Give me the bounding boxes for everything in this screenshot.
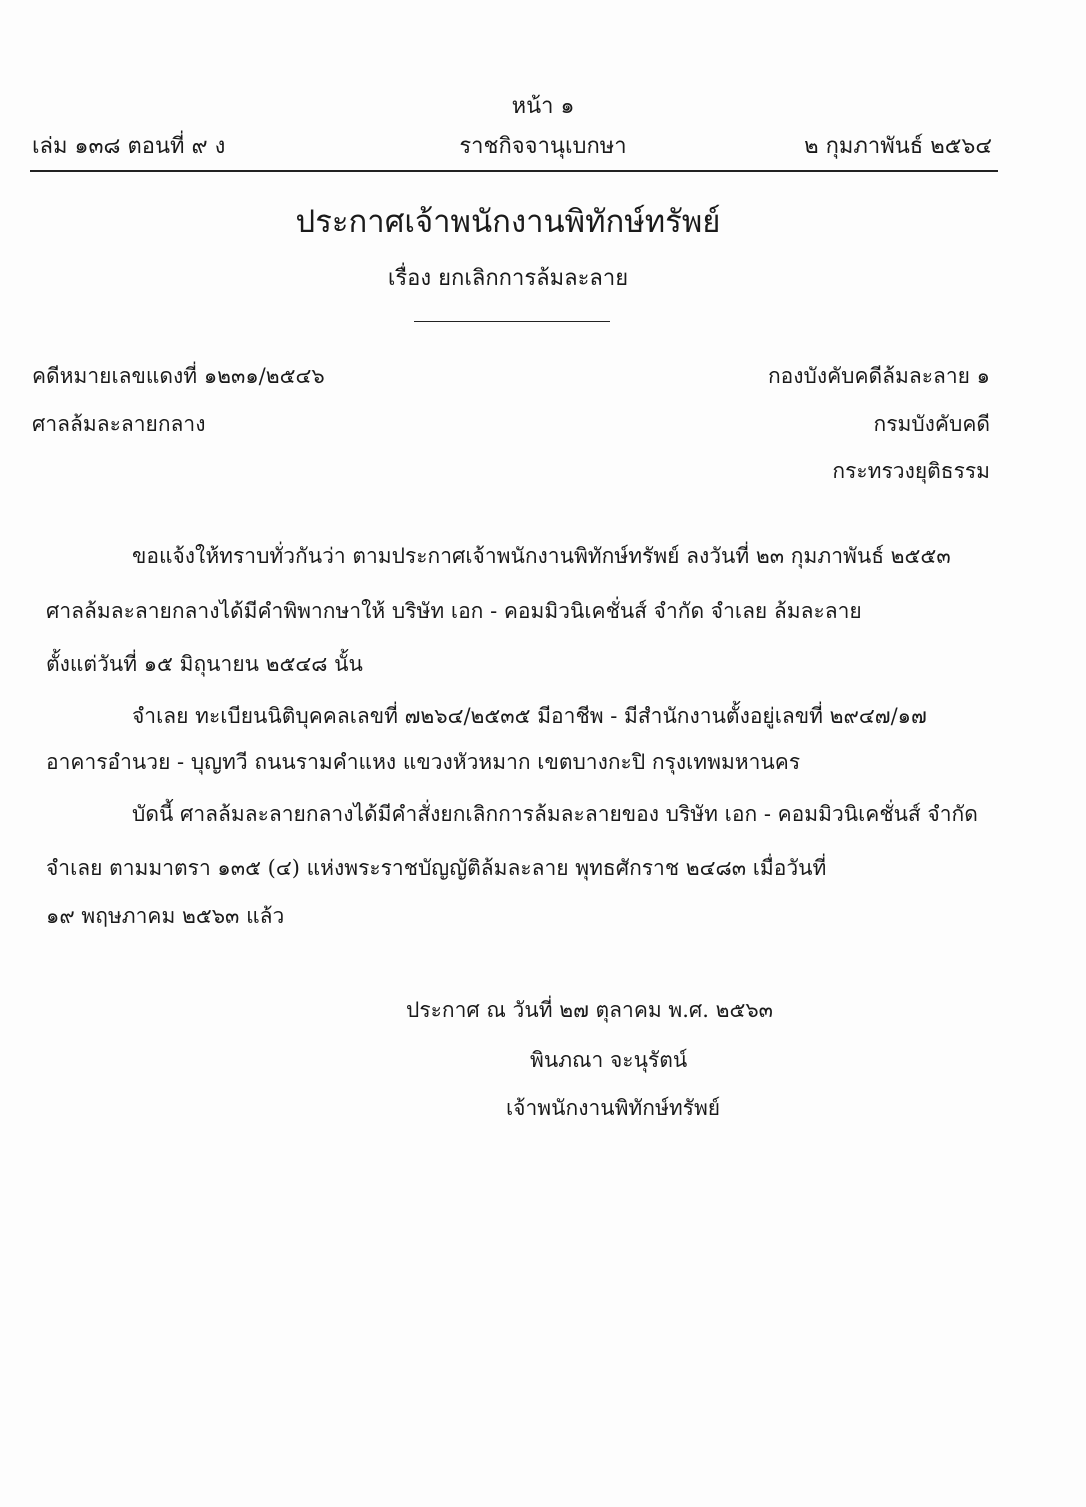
title-divider — [414, 321, 610, 322]
body-line: บัดนี้ ศาลล้มละลายกลางได้มีคำสั่งยกเลิกการล้มละลายของ บริษัท เอก - คอมมิวนิเคชั่นส์ จำกัด — [132, 802, 978, 826]
volume-issue: เล่ม ๑๓๘ ตอนที่ ๙ ง — [32, 134, 226, 159]
body-line: ขอแจ้งให้ทราบทั่วกันว่า ตามประกาศเจ้าพนักงานพิทักษ์ทรัพย์ ลงวันที่ ๒๓ กุมภาพันธ์ ๒๕๕๓ — [132, 544, 951, 568]
office-department: กรมบังคับคดี — [873, 412, 990, 436]
document-subject: เรื่อง ยกเลิกการล้มละลาย — [387, 266, 629, 291]
body-line: ตั้งแต่วันที่ ๑๕ มิถุนายน ๒๕๔๘ นั้น — [46, 652, 363, 676]
court-name: ศาลล้มละลายกลาง — [32, 412, 206, 436]
header-divider — [30, 170, 998, 172]
body-line: จำเลย ตามมาตรา ๑๓๕ (๔) แห่งพระราชบัญญัติล้มละลาย พุทธศักราช ๒๔๘๓ เมื่อวันที่ — [46, 856, 827, 880]
page-number: หน้า ๑ — [511, 94, 575, 119]
signatory-position: เจ้าพนักงานพิทักษ์ทรัพย์ — [506, 1096, 721, 1120]
publication-date: ๒ กุมภาพันธ์ ๒๕๖๔ — [804, 134, 992, 159]
body-line: ๑๙ พฤษภาคม ๒๕๖๓ แล้ว — [46, 904, 285, 928]
body-line: ศาลล้มละลายกลางได้มีคำพิพากษาให้ บริษัท เอก - คอมมิวนิเคชั่นส์ จำกัด จำเลย ล้มละลาย — [46, 599, 862, 623]
gazette-name: ราชกิจจานุเบกษา — [459, 134, 627, 159]
announcement-date: ประกาศ ณ วันที่ ๒๗ ตุลาคม พ.ศ. ๒๕๖๓ — [406, 998, 774, 1022]
case-number: คดีหมายเลขแดงที่ ๑๒๓๑/๒๕๔๖ — [32, 364, 325, 388]
signatory-name: พินภณา จะนุรัตน์ — [530, 1048, 688, 1072]
body-line: อาคารอำนวย - บุญทวี ถนนรามคำแหง แขวงหัวหมาก เขตบางกะปิ กรุงเทพมหานคร — [46, 750, 801, 774]
office-division: กองบังคับคดีล้มละลาย ๑ — [767, 364, 990, 388]
office-ministry: กระทรวงยุติธรรม — [832, 459, 990, 483]
document-title: ประกาศเจ้าพนักงานพิทักษ์ทรัพย์ — [295, 204, 721, 240]
body-line: จำเลย ทะเบียนนิติบุคคลเลขที่ ๗๒๖๔/๒๕๓๕ มีอาชีพ - มีสำนักงานตั้งอยู่เลขที่ ๒๙๔๗/๑๗ — [132, 704, 927, 728]
